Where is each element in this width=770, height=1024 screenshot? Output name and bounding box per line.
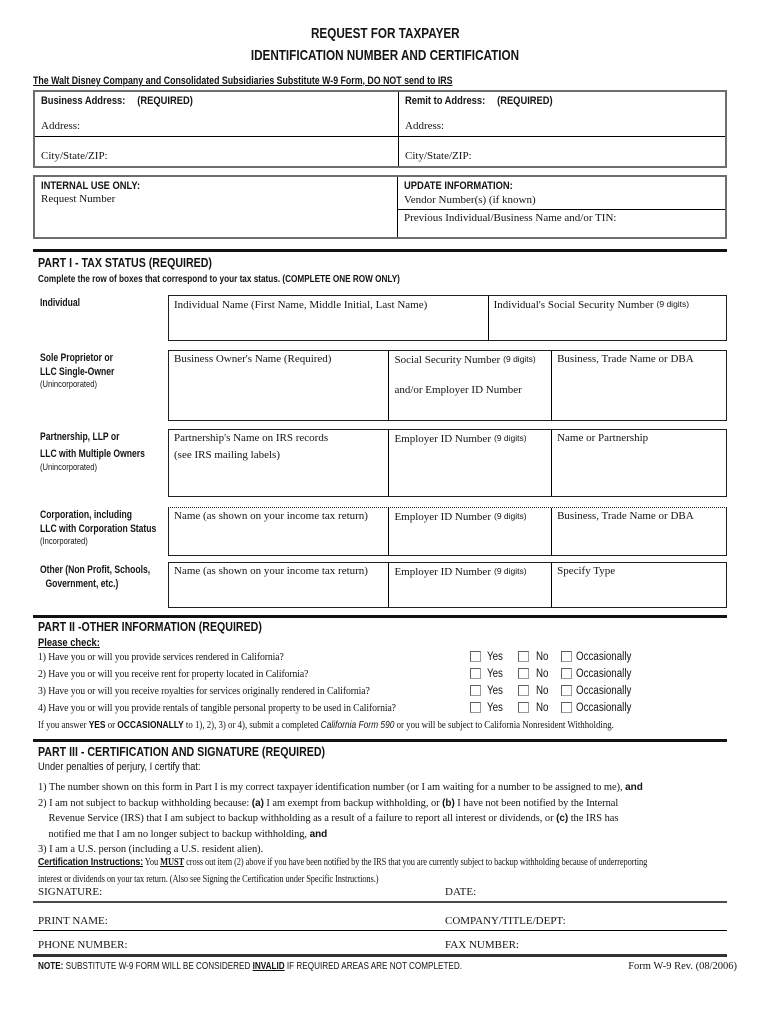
- business-owner-name-field[interactable]: Business Owner's Name (Required): [174, 353, 332, 365]
- form-title-line1: REQUEST FOR TAXPAYER: [310, 25, 460, 42]
- occasionally-label: Occasionally: [576, 668, 632, 680]
- corporation-name-field[interactable]: Name (as shown on your income tax return): [174, 510, 368, 522]
- yes-label: Yes: [487, 651, 503, 663]
- form-subtitle: The Walt Disney Company and Consolidated Subsidiaries Substitute W-9 Form, DO NOT send to IRS: [33, 75, 453, 87]
- q3-no-checkbox[interactable]: [518, 685, 529, 696]
- part3-intro: Under penalties of perjury, I certify that:: [38, 761, 201, 773]
- corporation-dba-field[interactable]: Business, Trade Name or DBA: [551, 508, 726, 555]
- update-information-label: UPDATE INFORMATION:: [404, 180, 513, 192]
- q4-no-checkbox[interactable]: [518, 702, 529, 713]
- row-label-individual: Individual: [40, 297, 81, 309]
- yes-label: Yes: [487, 685, 503, 697]
- row-label-other: Other (Non Profit, Schools, Government, etc.): [40, 564, 151, 590]
- question-4-text: 4) Have you or will you provide rentals of tangible personal property to be used in California?: [38, 702, 396, 714]
- business-city-field[interactable]: [35, 136, 398, 166]
- certification-items: [38, 779, 675, 857]
- signature-field[interactable]: SIGNATURE:: [38, 886, 103, 898]
- part3-header: PART III - CERTIFICATION AND SIGNATURE (REQUIRED): [38, 745, 326, 759]
- note-bold: NOTE:: [38, 961, 64, 972]
- business-address-field[interactable]: [35, 92, 398, 136]
- form-title-line2: IDENTIFICATION NUMBER AND CERTIFICATION: [250, 47, 520, 64]
- certification-instructions: [38, 853, 763, 887]
- business-address-label: Business Address:: [41, 95, 126, 107]
- other-ein-field[interactable]: Employer ID Number (9 digits): [388, 563, 551, 607]
- previous-name-field[interactable]: Previous Individual/Business Name and/or TIN:: [404, 212, 617, 224]
- part1-row-partnership: [33, 429, 727, 497]
- no-label: No: [536, 702, 549, 714]
- no-label: No: [536, 651, 549, 663]
- address-label: Address:: [41, 120, 81, 132]
- request-number-field[interactable]: [35, 177, 398, 237]
- must-emphasis: MUST: [160, 857, 185, 868]
- invalid-emphasis: INVALID: [252, 961, 285, 972]
- part1-row-other: [33, 562, 727, 608]
- remit-city-field[interactable]: [398, 136, 725, 166]
- cert-item-3: 3) I am a U.S. person (including a U.S. resident alien).: [38, 843, 264, 855]
- row-box: [168, 562, 727, 608]
- fax-number-field[interactable]: FAX NUMBER:: [445, 939, 520, 951]
- section-divider: [33, 615, 727, 618]
- q4-occasionally-checkbox[interactable]: [561, 702, 572, 713]
- yes-bold: YES: [88, 720, 106, 731]
- question-2-text: 2) Have you or will you receive rent for property located in California?: [38, 668, 309, 680]
- part1-row-corporation: [33, 507, 727, 556]
- cert-instructions-line2: interest or dividends on your tax return. (Also see Signing the Certification under Specific Instructions.): [38, 874, 379, 885]
- name-or-partnership-field[interactable]: Name or Partnership: [551, 430, 726, 496]
- internal-use-only-label: INTERNAL USE ONLY:: [41, 180, 141, 192]
- q2-occasionally-checkbox[interactable]: [561, 668, 572, 679]
- q2-yes-checkbox[interactable]: [470, 668, 481, 679]
- corporation-ein-field[interactable]: Employer ID Number (9 digits): [388, 508, 551, 555]
- address-label: Address:: [405, 120, 445, 132]
- section-divider: [33, 739, 727, 742]
- part2-header: PART II -OTHER INFORMATION (REQUIRED): [38, 620, 262, 634]
- part1-header: PART I - TAX STATUS (REQUIRED): [38, 256, 212, 270]
- ssn-ein-field[interactable]: Social Security Number (9 digits) and/or Employer ID Number: [388, 351, 551, 420]
- print-name-field[interactable]: PRINT NAME:: [38, 915, 108, 927]
- specify-type-field[interactable]: Specify Type: [551, 563, 726, 607]
- occasionally-bold: OCCASIONALLY: [117, 720, 184, 731]
- row-box: [168, 350, 727, 421]
- other-name-field[interactable]: Name (as shown on your income tax return): [174, 565, 368, 577]
- please-check-label: Please check:: [38, 637, 100, 649]
- footer-note: NOTE: SUBSTITUTE W-9 FORM WILL BE CONSIDERED INVALID IF REQUIRED AREAS ARE NOT COMPLETED.: [38, 961, 463, 972]
- cert-instructions-line1: Certification Instructions: You MUST cross out item (2) above if you have been notified by the IRS that you are currently subject to backup withholding because of underreporting: [38, 856, 648, 868]
- partnership-ein-field[interactable]: Employer ID Number (9 digits): [388, 430, 551, 496]
- part1-subheader: Complete the row of boxes that correspond to your tax status. (COMPLETE ONE ROW ONLY): [38, 273, 400, 285]
- q3-occasionally-checkbox[interactable]: [561, 685, 572, 696]
- section-divider: [33, 249, 727, 252]
- q2-no-checkbox[interactable]: [518, 668, 529, 679]
- remit-address-field[interactable]: [398, 92, 725, 136]
- cert-item-2-line2: Revenue Service (IRS) that I am subject to backup withholding as a result of a failure to report all interest or dividends, or (c) the IRS has: [48, 812, 619, 824]
- certification-instructions-label: Certification Instructions:: [38, 856, 144, 868]
- occasionally-label: Occasionally: [576, 685, 632, 697]
- cert-item-1: 1) The number shown on this form in Part I is my correct taxpayer identification number (or I am waiting for a number to be assigned to me), and: [38, 781, 643, 793]
- question-1-text: 1) Have you or will you provide services rendered in California?: [38, 651, 284, 663]
- row-box: [168, 429, 727, 497]
- yes-label: Yes: [487, 702, 503, 714]
- part2-note: If you answer YES or OCCASIONALLY to 1), 2), 3) or 4), submit a completed California Form 590 or you will be subject to California Nonresident Withholding.: [38, 720, 614, 731]
- question-3-text: 3) Have you or will you receive royalties for services originally rendered in California?: [38, 685, 370, 697]
- vendor-number-field[interactable]: Vendor Number(s) (if known): [398, 193, 725, 210]
- row-label-sole-proprietor: Sole Proprietor or LLC Single-Owner (Unincorporated): [40, 352, 115, 390]
- yes-label: Yes: [487, 668, 503, 680]
- cert-item-2-line3: notified me that I am no longer subject to backup withholding, and: [48, 827, 328, 840]
- q1-no-checkbox[interactable]: [518, 651, 529, 662]
- part1-row-sole-proprietor: [33, 350, 727, 421]
- row-box: [168, 295, 727, 341]
- q1-yes-checkbox[interactable]: [470, 651, 481, 662]
- row-box: [168, 507, 727, 556]
- remit-address-label: Remit to Address:: [405, 95, 486, 107]
- no-label: No: [536, 685, 549, 697]
- question-row-2: [33, 666, 727, 683]
- company-title-dept-field[interactable]: COMPANY/TITLE/DEPT:: [445, 915, 566, 927]
- request-number-label: Request Number: [41, 193, 116, 205]
- question-row-3: [33, 683, 727, 700]
- row-label-partnership: Partnership, LLP or LLC with Multiple Owners (Unincorporated): [40, 431, 145, 473]
- internal-update-table: [33, 175, 727, 239]
- address-table: [33, 90, 727, 168]
- part2-questions: [33, 649, 727, 717]
- q4-yes-checkbox[interactable]: [470, 702, 481, 713]
- occasionally-label: Occasionally: [576, 702, 632, 714]
- form-revision: Form W-9 Rev. (08/2006): [628, 961, 737, 972]
- business-trade-name-field[interactable]: Business, Trade Name or DBA: [551, 351, 726, 420]
- q3-yes-checkbox[interactable]: [470, 685, 481, 696]
- individual-name-field[interactable]: Individual Name (First Name, Middle Initial, Last Name): [174, 299, 428, 311]
- cert-item-2-line1: 2) I am not subject to backup withholding because: (a) I am exempt from backup withholding, or (b) I have not been notified by the Internal: [38, 796, 619, 809]
- occasionally-label: Occasionally: [576, 651, 632, 663]
- update-information-cell: [398, 177, 725, 237]
- signature-date-row: [33, 884, 727, 903]
- phone-number-field[interactable]: PHONE NUMBER:: [38, 939, 128, 951]
- city-state-zip-label: City/State/ZIP:: [405, 150, 472, 162]
- row-label-corporation: Corporation, including LLC with Corporation Status (Incorporated): [40, 509, 157, 547]
- date-field[interactable]: DATE:: [445, 886, 477, 898]
- no-label: No: [536, 668, 549, 680]
- part1-row-individual: [33, 295, 727, 341]
- california-form-590: California Form 590: [320, 720, 395, 731]
- city-state-zip-label: City/State/ZIP:: [41, 150, 108, 162]
- question-row-4: [33, 700, 727, 717]
- question-row-1: [33, 649, 727, 666]
- printname-company-row: [33, 912, 727, 931]
- phone-fax-row: [33, 938, 727, 957]
- remit-address-required: (REQUIRED): [497, 95, 553, 107]
- q1-occasionally-checkbox[interactable]: [561, 651, 572, 662]
- individual-ssn-field[interactable]: Individual's Social Security Number (9 digits): [488, 296, 726, 340]
- form-title: [0, 23, 770, 67]
- partnership-name-field[interactable]: Partnership's Name on IRS records (see IRS mailing labels): [174, 432, 329, 461]
- business-address-required: (REQUIRED): [137, 95, 193, 107]
